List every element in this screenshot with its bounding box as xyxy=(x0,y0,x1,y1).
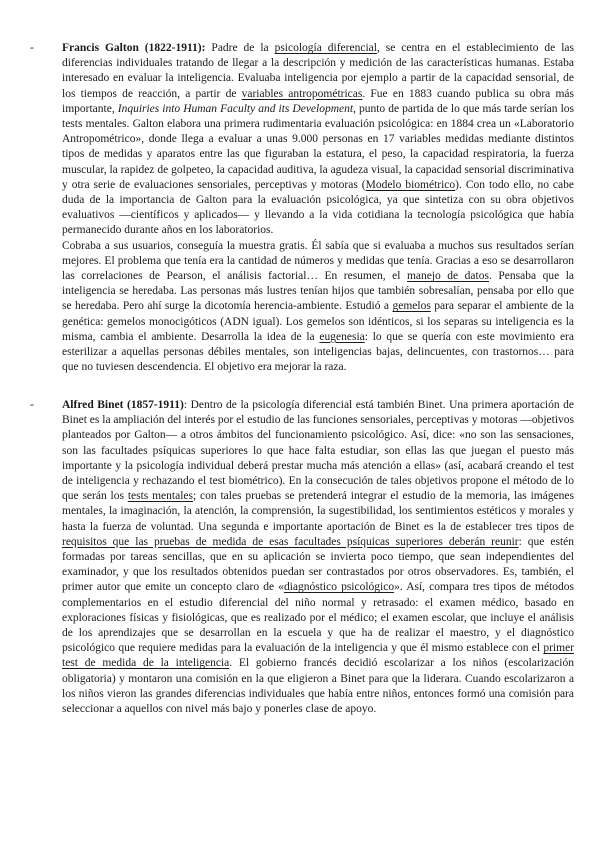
text-run: ). Con todo ello, no cabe duda de la importancia de Galton para la evaluación psicológica, ya que sintetiza con su obra objetivos evaluativos —científicos y aplicados— y llevando a la vida cotidiana la tecnología psicológica que había permanecido durante años en los laboratorios. xyxy=(62,178,574,237)
text-run: ; con tales pruebas se pretenderá integrar el estudio de la memoria, las imágenes mentales, la imaginación, la atención, la comprensión, la sugestibilidad, los sentimientos estéticos y morales y hasta la fuerza de voluntad. Una segunda e importante aportación de Binet es la de establecer tres tipos de xyxy=(62,490,575,533)
underlined-term: Modelo biométrico xyxy=(365,178,456,191)
underlined-term: variables antropométricas xyxy=(241,87,363,100)
underlined-term: primer test de medida de la inteligencia xyxy=(62,642,574,670)
book-title: Inquiries into Human Faculty and its Development xyxy=(117,102,354,115)
text-run: . El gobierno francés decidió escolarizar a los niños (escolarización obligatoria) y montaron una comisión en la que eligieron a Binet para que la liderara. Cuando escolarizaron a los niños vieron las grandes diferencias individuales que había entre niños, entonces formó una comisión para seleccionar a aquellos con nivel más bajo y ponerles clase de apoyo. xyxy=(62,657,574,716)
text-run: : lo que se quería con este movimiento era esterilizar a aquellas personas débiles mentales, son inteligencias bajas, delincuentes, con trastornos… para que no tuviesen descendencia. El objetivo era mejorar la raza. xyxy=(62,330,574,374)
underlined-term: eugenesia xyxy=(319,330,365,343)
heading-run: Alfred Binet (1857-1911) xyxy=(62,399,184,411)
text-run: : que estén formadas por tareas sencillas, que en su aplicación se invierta poco tiempo, que sean independientes del examinador, y que los resultados obtenidos puedan ser contrastados por otros observadores. Es, también, el primer autor que emite un concepto claro de « xyxy=(62,535,574,594)
text-run: : Dentro de la psicología diferencial está también Binet. Una primera aportación de Binet es la ampliación del interés por el estudio de las funciones sensoriales, perceptivas y motoras —objetivos planteados por Galton— a otros ámbitos del funcionamiento psicológico. Así, dice: «no son las sensaciones, son las facultades psíquicas superiores lo que hace falta estudiar, son ellas las que juegan el puesto más importante y la psicología individual deberá prestar mucha más atención a ellas» (así, acabará creando el test de inteligencia y rechazando el test biométrico). En la consecución de tales objetivos propone el método de lo que serán los xyxy=(62,399,575,503)
text-run: Padre de la xyxy=(205,42,275,54)
text-run: Cobraba a sus usuarios, conseguía la muestra gratis. Él sabía que si evaluaba a muchos sus resultados serían mejores. El problema que tenía era la cantidad de números y medidas que tenía. Gracias a eso se desarrollaron las correlaciones de Pearson, el análisis factorial… En resumen, el xyxy=(62,239,574,283)
text-run: . Pensaba que la inteligencia se heredaba. Las personas más lustres tenían hijos que también sobresalían, pensaba por ello que se heredaba. Pero ahí surge la dicotomía herencia-ambiente. Estudió a xyxy=(62,270,574,313)
text-run: . Fue en 1883 cuando publica su obra más importante, xyxy=(62,87,574,115)
bullet-marker: - xyxy=(30,399,34,411)
underlined-term: diagnóstico psicológico xyxy=(283,581,395,594)
binet-paragraph-1 xyxy=(62,398,574,717)
text-run: , se centra en el establecimiento de las diferencias individuales tratando de llegar a la descripción y medición de las características humanas. Estaba interesado en evaluar la inteligencia. Evaluaba inteligencia por ejemplo a partir de la capacidad sensorial, de los tiempos de reacción, a partir de xyxy=(62,42,574,100)
binet-body xyxy=(62,398,574,717)
underlined-term: requisitos que las pruebas de medida de esas facultades psíquicas superiores deberán reunir xyxy=(62,535,519,548)
bullet-marker: - xyxy=(30,42,34,54)
heading-run: Francis Galton (1822-1911): xyxy=(62,42,206,54)
galton-paragraph-1 xyxy=(62,41,574,239)
galton-paragraph-2 xyxy=(62,239,574,376)
text-run: para separar el ambiente de la genética: gemelos monocigóticos (ADN igual). Los gemelos son idénticos, si los separas su inteligencia es la misma, cambia el ambiente. Desarrolla la idea de la xyxy=(62,300,574,343)
text-run: ». Así, compara tres tipos de métodos complementarios en el estudio diferencial del niño normal y retrasado: el examen médico, basado en exploraciones físicas y fisiológicas, que es realizado por el médico; el examen escolar, que incluye el análisis de los aprendizajes que se desarrollan en la escuela y que ha de realizar el maestro, y el diagnóstico psicológico que requiere medidas para la evaluación de la inteligencia y que él mismo establece con el xyxy=(62,581,574,655)
underlined-term: psicología diferencial xyxy=(274,42,377,54)
underlined-term: gemelos xyxy=(392,300,431,313)
text-run: , punto de partida de lo que más tarde serían los tests mentales. Galton elabora una primera rudimentaria evaluación psicológica: en 1884 crea un «Laboratorio Antropométrico», donde llega a evaluar a unas 9.000 personas en 17 variables medidas mediante distintos tipos de medidas y aparatos entre las que figuraban la estatura, el peso, la capacidad respiratoria, la fuerza muscular, la rapidez de golpeteo, la capacidad auditiva, la agudeza visual, la capacidad sensorial discriminativa y otra serie de evaluaciones sensoriales, perceptivas y motoras ( xyxy=(62,102,574,191)
underlined-term: manejo de datos xyxy=(406,270,489,283)
underlined-term: tests mentales xyxy=(127,490,193,503)
galton-body xyxy=(62,41,574,375)
